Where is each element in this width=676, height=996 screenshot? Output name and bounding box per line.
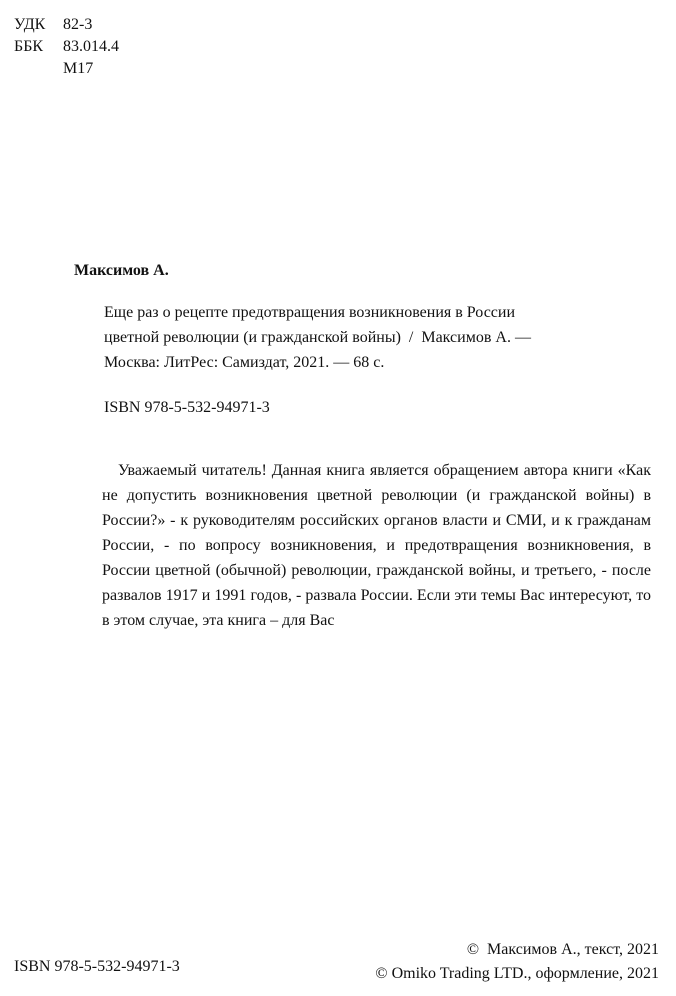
udk-value: 82-3 <box>63 16 93 33</box>
biblio-line-imprint: Москва: ЛитРес: Самиздат, 2021. — 68 с. <box>104 354 385 371</box>
bbk-row <box>14 36 119 58</box>
bbk-value: 83.014.4 <box>63 38 119 55</box>
copyright-block <box>375 938 659 986</box>
annotation-text: Уважаемый читатель! Данная книга является обращением автора книги «Как не допустить возникновения цветной революции (и гражданской войны) в России?» - к руководителям российских органов власти и СМИ, и к гражданам России, - по вопросу возникновения, и предотвращения возникновения, в России цветной (обычной) революции, гражданской войны, и третьего, - после развалов 1917 и 1991 годов, - развала России. Если эти темы Вас интересуют, то в этом случае, эта книга – для Вас <box>102 462 651 629</box>
isbn-main: ISBN 978-5-532-94971-3 <box>104 399 270 416</box>
bibliographic-description <box>104 300 644 375</box>
classification-codes <box>14 14 119 80</box>
author-mark-row <box>14 58 119 80</box>
annotation <box>102 458 651 633</box>
author-mark-label <box>14 58 63 80</box>
udk-label: УДК <box>14 16 46 33</box>
biblio-line-subtitle: цветной революции (и гражданской войны) / Максимов А. — <box>104 329 531 346</box>
udk-row <box>14 14 119 36</box>
isbn-footer: ISBN 978-5-532-94971-3 <box>14 958 180 975</box>
copyright-design-line: © Omiko Trading LTD., оформление, 2021 <box>375 965 659 982</box>
author-heading: Максимов А. <box>74 262 169 279</box>
bbk-label: ББК <box>14 38 44 55</box>
copyright-text-line: © Максимов А., текст, 2021 <box>466 941 659 958</box>
author-mark-value: М17 <box>63 60 94 77</box>
biblio-line-title: Еще раз о рецепте предотвращения возникновения в России <box>104 304 516 321</box>
